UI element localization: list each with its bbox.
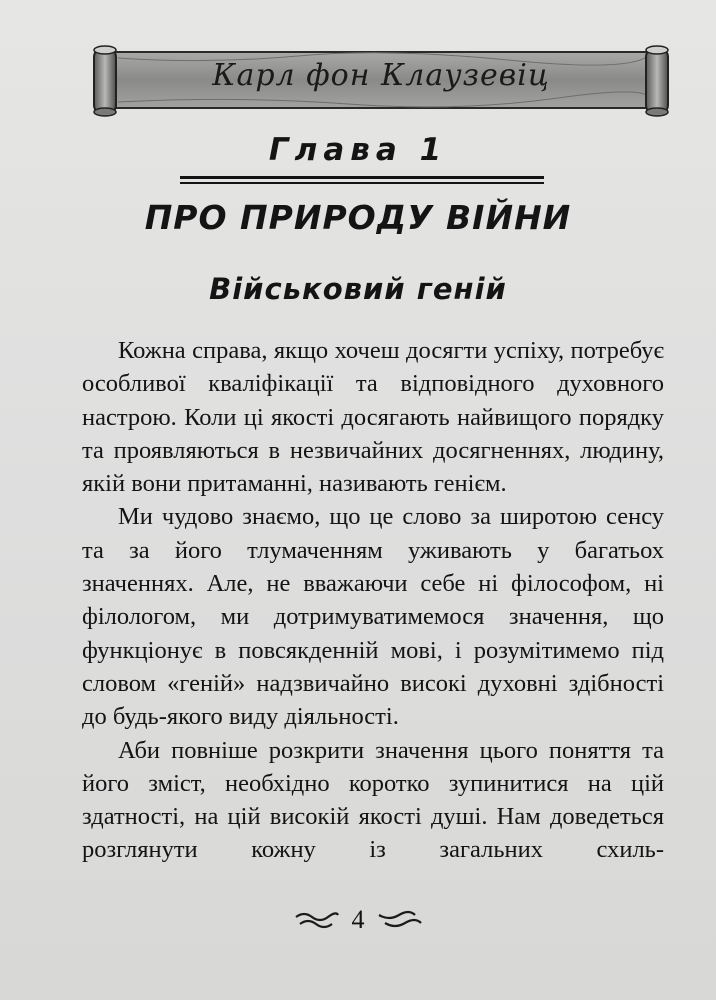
paragraph: Ми чудово знаємо, що це слово за широтою сенсу та за його тлумаченням уживають у багатьох значеннях. Але, не вважаючи себе ні філософом, ні філологом, ми дотримуватимемося значення, що функціонує в повсякденній мові, і розумітимемо під словом «геній» надзвичайно високі духовні здібності до будь-якого виду діяльності. bbox=[82, 503, 664, 731]
page-number: 4 bbox=[351, 905, 365, 934]
chapter-label: Глава 1 bbox=[268, 132, 448, 168]
wave-ornament-icon bbox=[377, 909, 423, 931]
section-title: Військовий геній bbox=[209, 272, 507, 306]
paragraph: Кожна справа, якщо хочеш досягти успіху, потребує особливої кваліфікації та відповідного духовного настрою. Коли ці якості досягають найвищого порядку та проявляються в незвичайних досягненнях, людину, якій вони притаманні, називають генієм. bbox=[82, 337, 664, 498]
chapter-rule-thin bbox=[180, 182, 544, 184]
page-footer bbox=[0, 900, 716, 940]
chapter-title: ПРО ПРИРОДУ ВІЙНИ bbox=[144, 198, 572, 237]
wave-ornament-icon bbox=[294, 909, 340, 931]
body-text bbox=[82, 334, 664, 867]
header-scroll-banner bbox=[88, 44, 674, 118]
running-title: Карл фон Клаузевіц bbox=[212, 58, 550, 93]
paragraph: Аби повніше розкрити значення цього поняття та його зміст, необхідно коротко зупинитися на цій здатності, на цій високій якості душі. Нам доведеться розглянути кожну із загальних схиль- bbox=[82, 736, 664, 864]
chapter-rule-thick bbox=[180, 176, 544, 179]
